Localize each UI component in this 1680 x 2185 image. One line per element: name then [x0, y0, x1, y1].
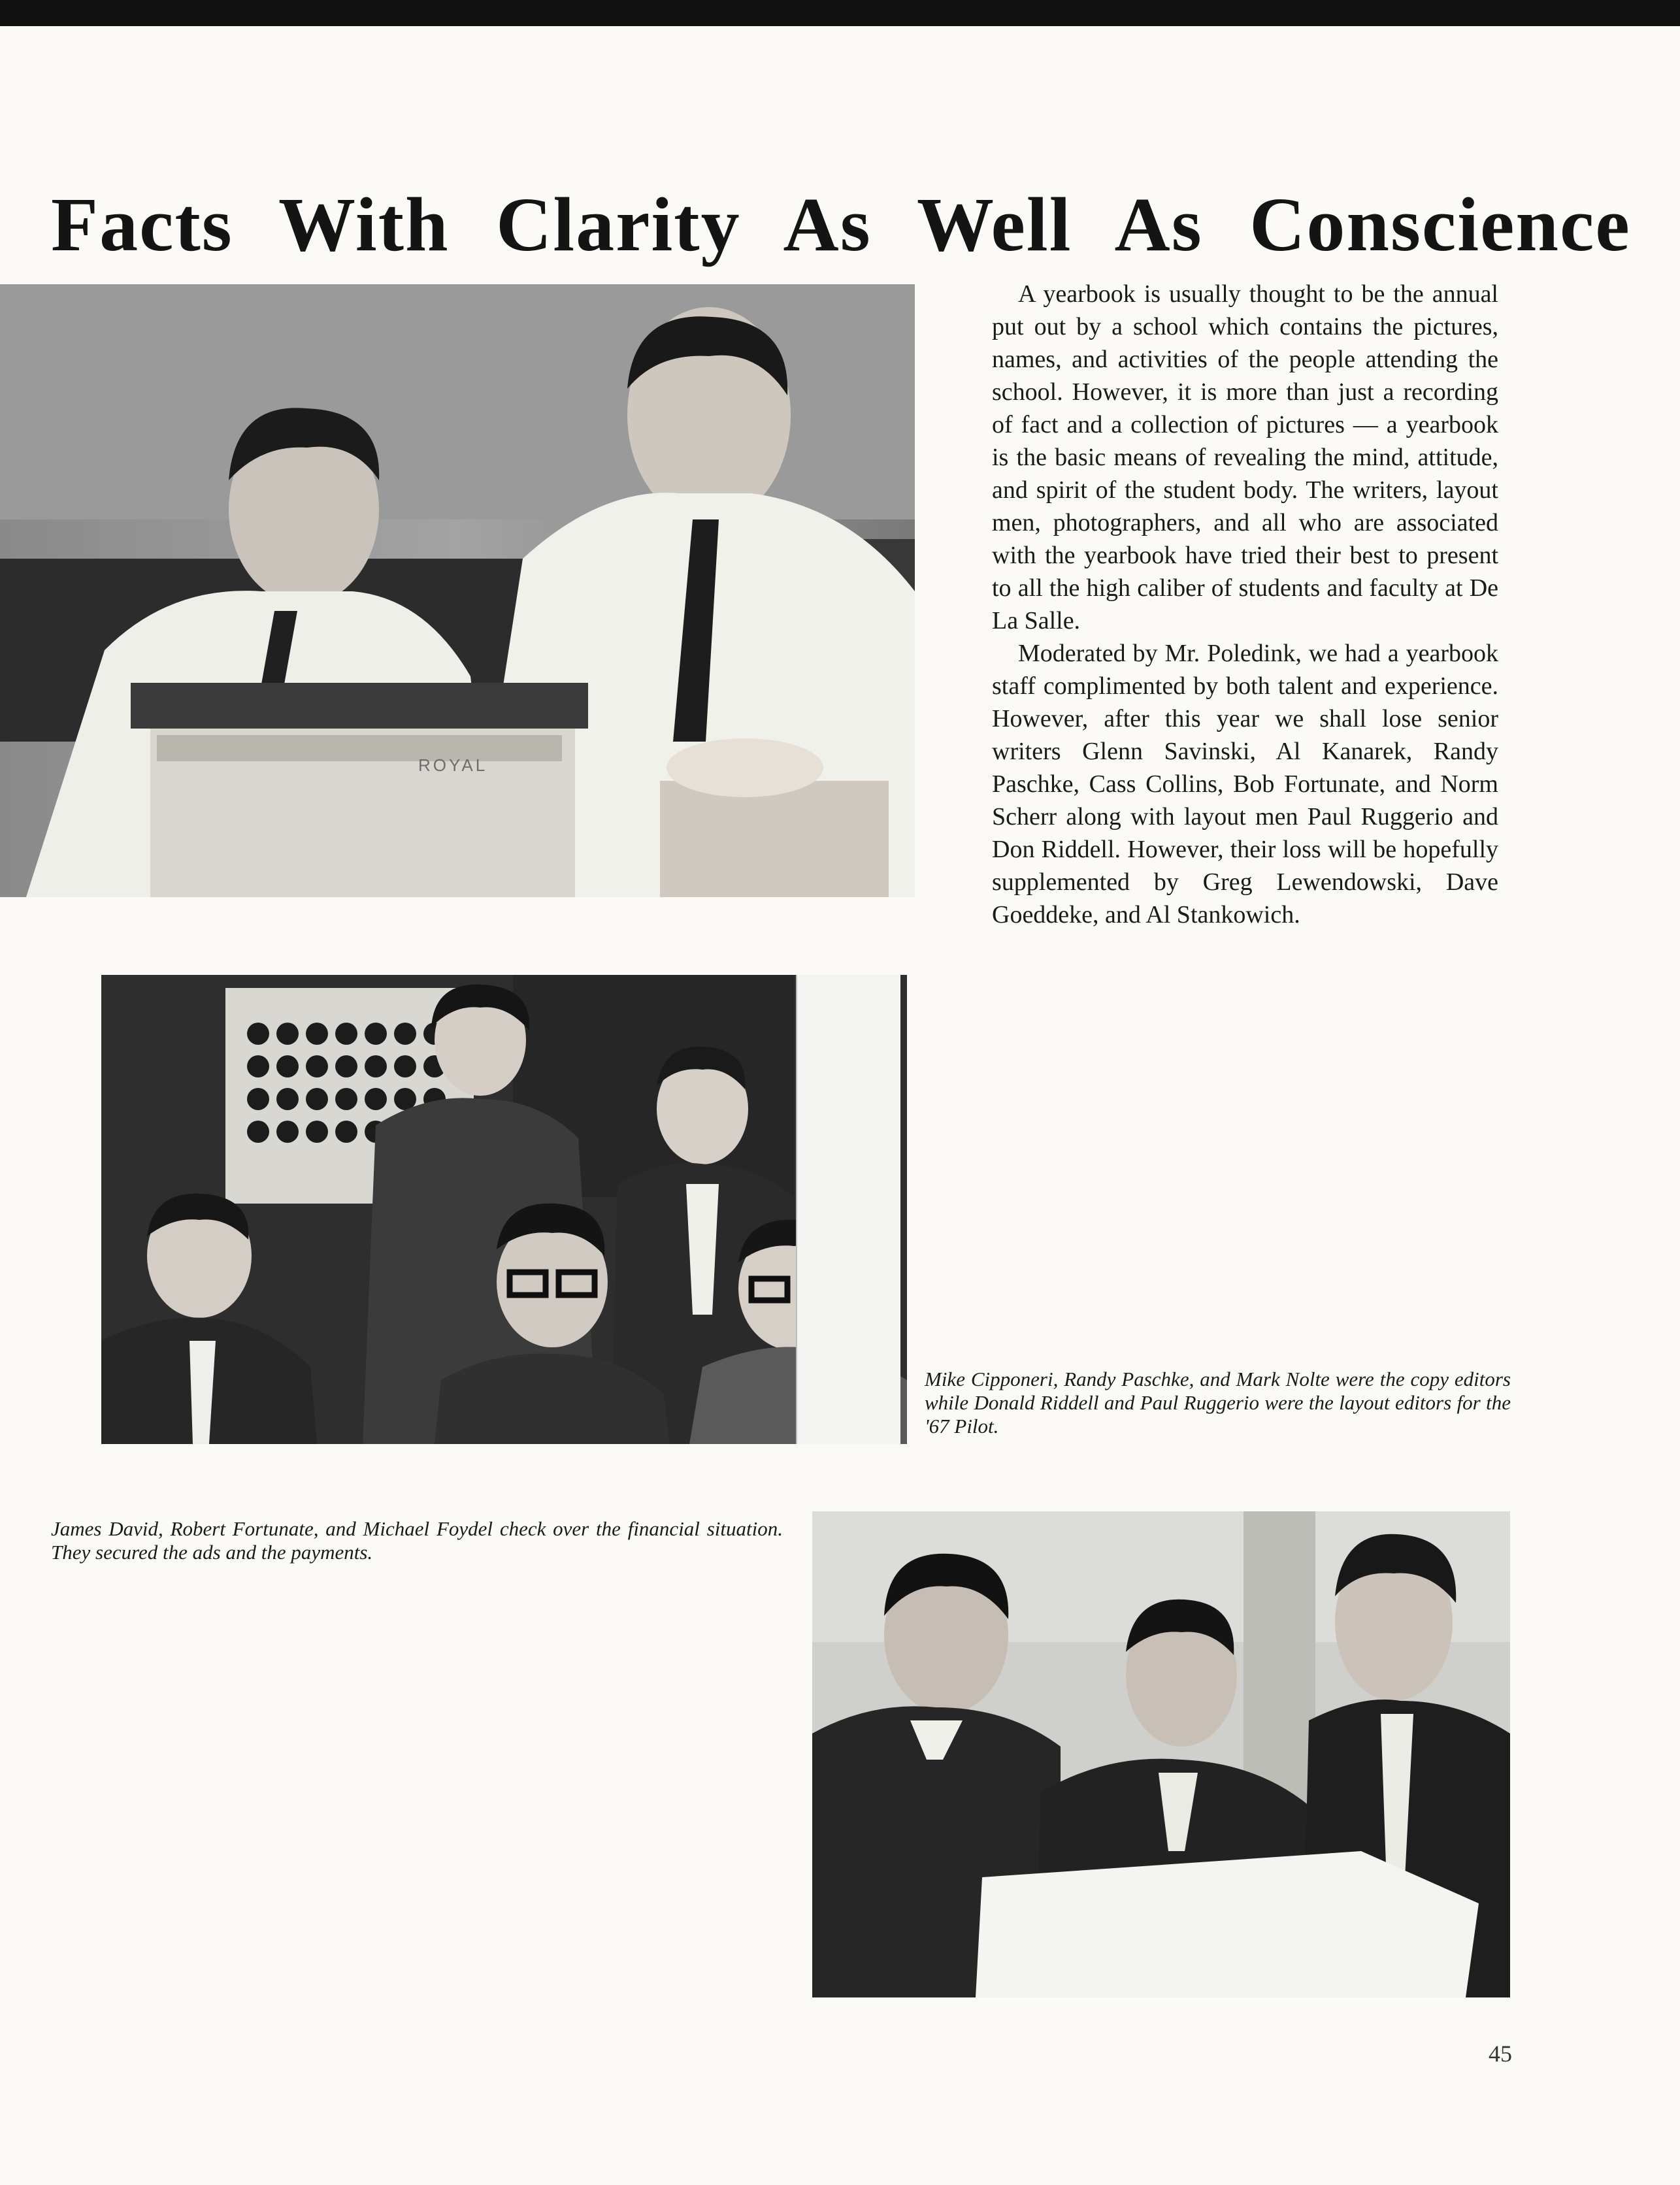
page-number: 45 [1489, 2041, 1512, 2067]
typewriter-brand-label: ROYAL [418, 755, 488, 775]
photo-2-white-panel [796, 975, 900, 1444]
caption-financial-staff: James David, Robert Fortunate, and Michael Foydel check over the financial situation. They secured the ads and the payments. [51, 1517, 783, 1564]
caption-copy-layout-editors: Mike Cipponeri, Randy Paschke, and Mark Nolte were the copy editors while Donald Riddell and Paul Ruggerio were the layout editors for the '67 Pilot. [925, 1368, 1511, 1438]
article-paragraph: Moderated by Mr. Poledink, we had a yearbook staff complimented by both talent and experience. However, after this year we shall lose senior writers Glenn Savinski, Al Kanarek, Randy Paschke, Cass Collins, Bob Fortunate, and Norm Scherr along with layout men Paul Ruggerio and Don Riddell. However, their loss will be hopefully supplemented by Greg Lewendowski, Dave Goeddeke, and Al Stankowich. [992, 640, 1498, 928]
photo-financial-staff [812, 1511, 1510, 1997]
article-paragraph: A yearbook is usually thought to be the annual put out by a school which contains the pictures, names, and activities of the people attending the school. However, it is more than just a recording of fact and a collection of pictures — a yearbook is the basic means of revealing the mind, attitude, and spirit of the student body. The writers, layout men, photographers, and all who are associated with the yearbook have tried their best to present to all the high caliber of students and faculty at De La Salle. [992, 280, 1498, 634]
photo-copy-layout-editors [101, 975, 907, 1444]
photo-typewriter-students [0, 284, 915, 897]
article-body [992, 278, 1498, 931]
scan-top-border [0, 0, 1680, 26]
page-title: Facts With Clarity As Well As Conscience [51, 182, 1631, 268]
